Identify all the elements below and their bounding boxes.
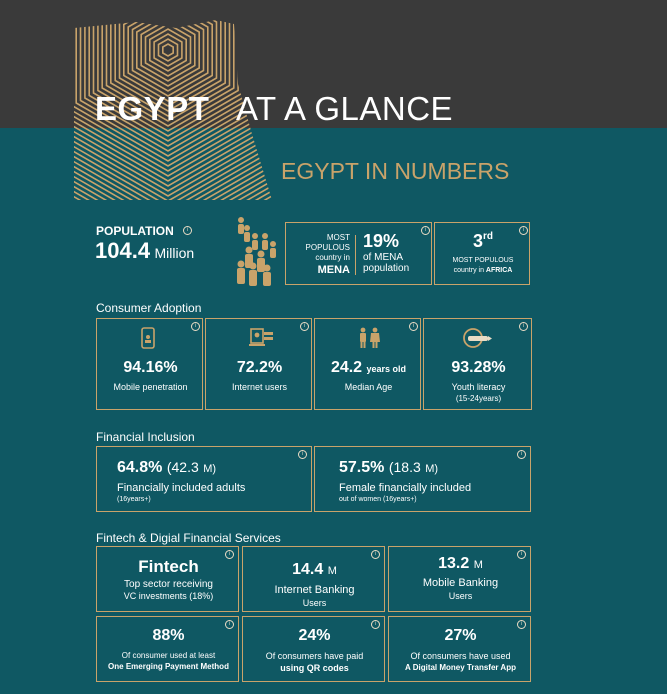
emerging-payment-line1: Of consumer used at least (121, 651, 216, 660)
africa-rank-number: 3 (472, 231, 483, 251)
mobile-banking-line1: Mobile Banking (422, 577, 499, 589)
mena-populous: POPULOUS (305, 243, 350, 252)
population-value (95, 238, 194, 264)
internet-banking-value: 14.4 (292, 561, 324, 578)
card-internet-users (205, 318, 312, 410)
map-contour-line (128, 14, 208, 96)
info-icon[interactable]: i (421, 226, 430, 235)
population-unit: Million (154, 245, 195, 261)
africa-card (434, 222, 530, 285)
info-icon[interactable]: i (191, 322, 200, 331)
mena-of: of MENA (363, 252, 404, 263)
female-financial-label: Female financially included (339, 482, 472, 494)
mobile-penetration-label: Mobile penetration (113, 382, 188, 392)
qr-codes-value: 24% (298, 627, 331, 644)
title-egypt: EGYPT (95, 90, 210, 127)
mena-most: MOST (326, 233, 350, 242)
internet-banking-line2: Users (302, 598, 327, 608)
map-contour-line (159, 39, 178, 61)
internet-users-value: 72.2% (236, 359, 283, 376)
mena-left (286, 233, 350, 275)
median-age-value-line (315, 359, 422, 377)
financial-inclusion-title: Financial Inclusion (96, 430, 195, 444)
mena-country-in: country in (315, 253, 350, 262)
africa-region: AFRICA (485, 267, 513, 274)
qr-codes-line1: Of consumers have paid (265, 651, 364, 661)
mobile-penetration-value: 94.16% (123, 359, 178, 376)
card-fintech-sector (96, 546, 239, 612)
fintech-line1: Top sector receiving (124, 579, 213, 590)
female-financial-sublabel: out of women (16years+) (339, 496, 417, 503)
mobile-banking-unit: M (473, 559, 483, 571)
info-icon[interactable]: i (225, 550, 234, 559)
mobile-phone-icon (140, 327, 156, 349)
mena-card (285, 222, 432, 285)
financial-adults-count: (42.3 (166, 459, 199, 475)
card-youth-literacy (423, 318, 532, 410)
fintech-title: Fintech & Digial Financial Services (96, 531, 281, 545)
mena-region: MENA (317, 264, 350, 276)
internet-users-label: Internet users (231, 382, 288, 392)
people-group-icon (229, 214, 283, 288)
map-contour-line (163, 44, 173, 56)
card-emerging-payment (96, 616, 239, 682)
info-icon[interactable]: i (517, 550, 526, 559)
subtitle: EGYPT IN NUMBERS (281, 158, 510, 184)
info-icon[interactable]: i (519, 226, 528, 235)
median-age-value: 24.2 (330, 359, 363, 376)
mobile-banking-value-line (389, 555, 532, 573)
mobile-banking-value: 13.2 (438, 555, 470, 572)
card-mobile-banking (388, 546, 531, 612)
internet-banking-value-line (243, 561, 386, 579)
card-money-transfer (388, 616, 531, 682)
title-at-a-glance: AT A GLANCE (236, 90, 454, 127)
info-icon[interactable]: i (183, 226, 192, 235)
emerging-payment-value: 88% (152, 627, 185, 644)
africa-rank-suffix: rd (483, 231, 493, 242)
population-number: 104.4 (95, 238, 151, 263)
female-financial-unit: M) (425, 463, 439, 475)
female-financial-count: (18.3 (388, 459, 421, 475)
map-contour-line (72, 14, 264, 161)
map-contour-line (146, 24, 191, 76)
financial-adults-label: Financially included adults (117, 482, 246, 494)
info-icon[interactable]: i (517, 450, 526, 459)
median-age-label: Median Age (344, 382, 393, 392)
card-female-financial (314, 446, 531, 512)
median-age-suffix: years old (366, 364, 407, 374)
info-icon[interactable]: i (409, 322, 418, 331)
mobile-banking-line2: Users (448, 591, 473, 601)
pen-icon (462, 327, 492, 349)
card-internet-banking (242, 546, 385, 612)
emerging-payment-line2: One Emerging Payment Method (108, 662, 229, 671)
youth-literacy-label: Youth literacy (451, 382, 506, 392)
internet-banking-line1: Internet Banking (274, 584, 355, 596)
card-financial-adults (96, 446, 312, 512)
laptop-user-icon (249, 327, 275, 349)
financial-adults-pct: 64.8% (117, 459, 163, 476)
info-icon[interactable]: i (225, 620, 234, 629)
mena-pct: 19% (363, 231, 400, 251)
map-contour-line (133, 14, 204, 91)
africa-country-line (435, 267, 531, 274)
fintech-line2: VC investments (18%) (123, 591, 214, 601)
info-icon[interactable]: i (300, 322, 309, 331)
info-icon[interactable]: i (519, 322, 528, 331)
mena-right (363, 231, 409, 274)
youth-literacy-value: 93.28% (451, 359, 506, 376)
card-mobile-penetration (96, 318, 203, 410)
money-transfer-value: 27% (444, 627, 477, 644)
money-transfer-line2: A Digital Money Transfer App (405, 663, 516, 672)
info-icon[interactable]: i (371, 620, 380, 629)
consumer-adoption-title: Consumer Adoption (96, 301, 202, 315)
info-icon[interactable]: i (298, 450, 307, 459)
card-median-age (314, 318, 421, 410)
financial-adults-unit: M) (203, 463, 217, 475)
female-financial-pct: 57.5% (339, 459, 385, 476)
info-icon[interactable]: i (517, 620, 526, 629)
financial-adults-sublabel: (16years+) (117, 496, 151, 503)
youth-literacy-sublabel: (15-24years) (455, 394, 502, 403)
financial-adults-value-line (117, 459, 216, 477)
africa-country-in: country in (453, 267, 484, 274)
info-icon[interactable]: i (371, 550, 380, 559)
internet-banking-unit: M (327, 565, 337, 577)
mena-population: population (363, 263, 410, 274)
population-label: POPULATION (96, 224, 174, 238)
fintech-value: Fintech (138, 557, 199, 576)
card-qr-codes (242, 616, 385, 682)
africa-rank (435, 231, 531, 252)
money-transfer-line1: Of consumers have used (410, 651, 511, 661)
female-financial-value-line (339, 459, 438, 477)
mena-divider (355, 235, 356, 275)
qr-codes-line2: using QR codes (280, 663, 349, 673)
africa-most-populous: MOST POPULOUS (452, 257, 514, 264)
couple-icon (357, 327, 381, 349)
map-contour-line (150, 29, 186, 71)
